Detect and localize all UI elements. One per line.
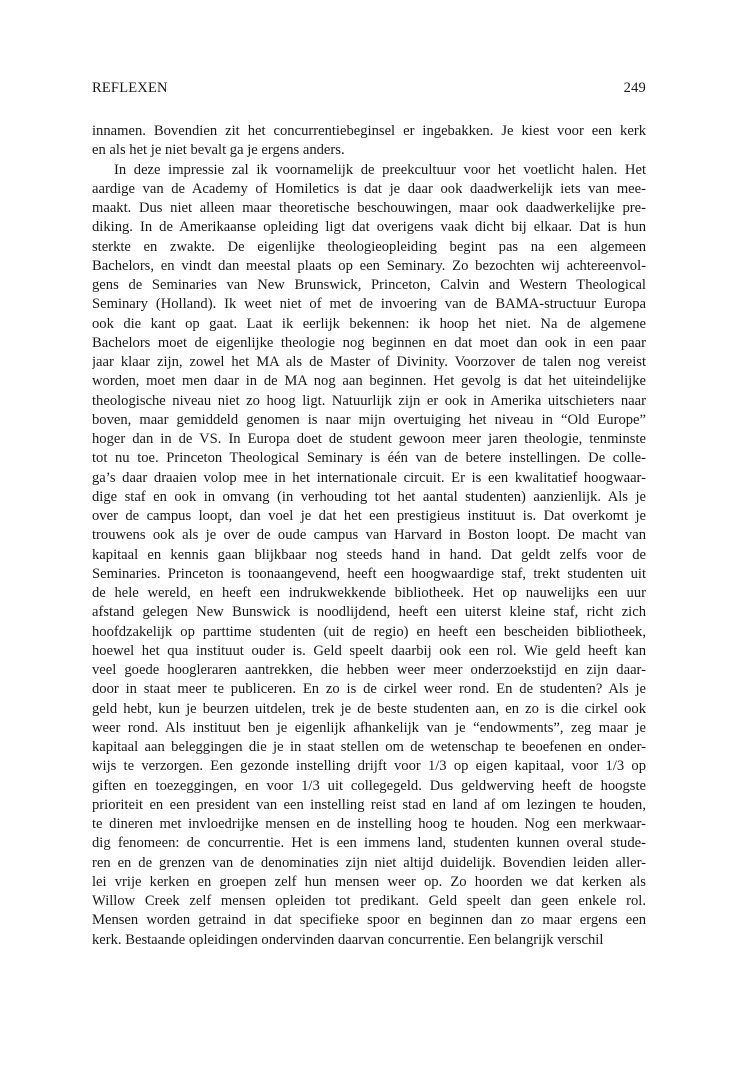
text-line: hoofdzakelijk op parttime studenten (uit de regio) en heeft een bescheiden bibliotheek, — [92, 623, 646, 640]
text-line: Mensen worden getraind in dat specifieke spoor en beginnen dan zo maar ergens een — [92, 912, 646, 929]
text-line: gens de Seminaries van New Brunswick, Princeton, Calvin and Western Theological — [92, 277, 646, 293]
text-line: worden, moet men daar in de MA nog aan beginnen. Het gevolg is dat het uiteindelijke — [92, 373, 646, 390]
text-line: ren en de grenzen van de denominaties zijn niet altijd duidelijk. Bovendien leiden aller- — [92, 854, 646, 871]
text-line: veel goede hoogleraren aantrekken, die hebben weer meer onderzoekstijd en zijn daar- — [92, 662, 646, 678]
text-line: Seminary (Holland). Ik weet niet of met de invoering van de BAMA-structuur Europa — [92, 296, 646, 313]
text-line: Willow Creek zelf mensen opleiden tot predikant. Geld speelt dan geen enkele rol. — [92, 893, 646, 909]
text-line: dig fenomeen: de concurrentie. Het is een immens land, studenten kunnen overal stude- — [92, 835, 646, 852]
text-line: sterkte en zwakte. De eigenlijke theologieopleiding begint pas na een algemeen — [92, 238, 646, 255]
text-line: kapitaal aan beleggingen die je in staat stellen om de wetenschap te beoefenen en onder- — [92, 739, 646, 755]
text-line: ga’s daar draaien volop mee in het internationale circuit. Er is een kwalitatief hoogwaar- — [92, 469, 646, 486]
page-number: 249 — [623, 80, 646, 96]
text-line: over de campus loopt, dan voel je dat het een prestigieus instituut is. Dat overkomt je — [92, 508, 646, 524]
running-head — [92, 80, 646, 100]
paragraph — [92, 122, 646, 161]
text-line: door in staat meer te publiceren. En zo is de cirkel weer rond. En de studenten? Als je — [92, 681, 646, 698]
text-line: trouwens ook als je over de oude campus van Harvard in Boston loopt. De macht van — [92, 527, 646, 544]
text-line: weer rond. Als instituut ben je eigenlijk afhankelijk van je “endowments”, zeg maar je — [92, 719, 646, 736]
text-line: afstand gelegen New Bunswick is noodlijdend, heeft een uiterst kleine staf, richt zich — [92, 604, 646, 621]
text-line: dige staf en ook in omvang (in verhouding tot het aantal studenten) aanzienlijk. Als je — [92, 488, 646, 505]
paragraph — [92, 161, 646, 950]
text-line: Bachelors, en vindt dan meestal plaats op een Seminary. Zo bezochten wij achtereenvol- — [92, 257, 646, 274]
text-line: de hele wereld, en heeft een indrukwekkende bibliotheek. Het op nauwelijks een uur — [92, 585, 646, 601]
text-line: geld hebt, kun je beurzen uitdelen, trek je de beste studenten aan, en zo is die cirkel ook — [92, 700, 646, 717]
text-line: Seminaries. Princeton is toonaangevend, heeft een hoogwaardige staf, trekt studenten uit — [92, 565, 646, 582]
text-line: hoewel het qua instituut ouder is. Geld speelt daarbij ook een rol. Wie geld heeft kan — [92, 642, 646, 659]
text-line: hoger dan in de VS. In Europa doet de student gewoon meer jaren theologie, tenminste — [92, 431, 646, 447]
text-line: boven, maar gemiddeld genomen is naar mijn overtuiging het niveau in “Old Europe” — [92, 411, 646, 428]
text-line: jaar klaar zijn, zowel het MA als de Master of Divinity. Voorzover de talen nog vereist — [92, 354, 646, 370]
running-head-title: REFLEXEN — [92, 80, 168, 96]
text-line: giften en toezeggingen, en voor 1/3 uit collegegeld. Dus geldwerving heeft de hoogste — [92, 777, 646, 794]
text-line: kapitaal en kennis gaan blijkbaar nog steeds hand in hand. Dat geldt zelfs voor de — [92, 546, 646, 563]
text-line: maakt. Dus niet alleen maar theoretische beschouwingen, maar ook daadwerkelijke pre- — [92, 200, 646, 216]
text-line: tot nu toe. Princeton Theological Seminary is één van de betere instellingen. De colle- — [92, 450, 646, 467]
text-line: theologische niveau niet zo hoog ligt. Natuurlijk zijn er ook in Amerika uitschieters naar — [92, 392, 646, 409]
text-line: In deze impressie zal ik voornamelijk de preekcultuur voor het voetlicht halen. Het — [114, 161, 646, 178]
text-line: ook die kant op gaat. Laat ik eerlijk bekennen: ik hoop het niet. Na de algemene — [92, 315, 646, 332]
text-line: kerk. Bestaande opleidingen ondervinden daarvan concurrentie. Een belangrijk verschil — [92, 931, 604, 948]
text-line: lei vrije kerken en groepen zelf hun mensen weer op. Zo hoorden we dat kerken als — [92, 873, 646, 890]
text-line: aardige van de Academy of Homiletics is dat je daar ook daadwerkelijk iets van mee- — [92, 180, 646, 197]
body-text — [92, 122, 646, 950]
text-line: en als het je niet bevalt ga je ergens anders. — [92, 142, 345, 159]
text-line: prioriteit en een president van een instelling reist stad en land af om lezingen te houden, — [92, 796, 646, 813]
text-line: te dineren met invloedrijke mensen en de instelling hoog te houden. Nog een merkwaar- — [92, 816, 646, 832]
text-line: wijs te verzorgen. Een gezonde instelling drijft voor 1/3 op eigen kapitaal, voor 1/3 op — [92, 758, 646, 775]
text-line: innamen. Bovendien zit het concurrentiebeginsel er ingebakken. Je kiest voor een kerk — [92, 123, 646, 139]
text-line: diking. In de Amerikaanse opleiding ligt dat overigens vaak dicht bij elkaar. Dat is hun — [92, 219, 646, 236]
text-line: Bachelors moet de eigenlijke theologie nog beginnen en dat moet dan ook in een paar — [92, 334, 646, 351]
